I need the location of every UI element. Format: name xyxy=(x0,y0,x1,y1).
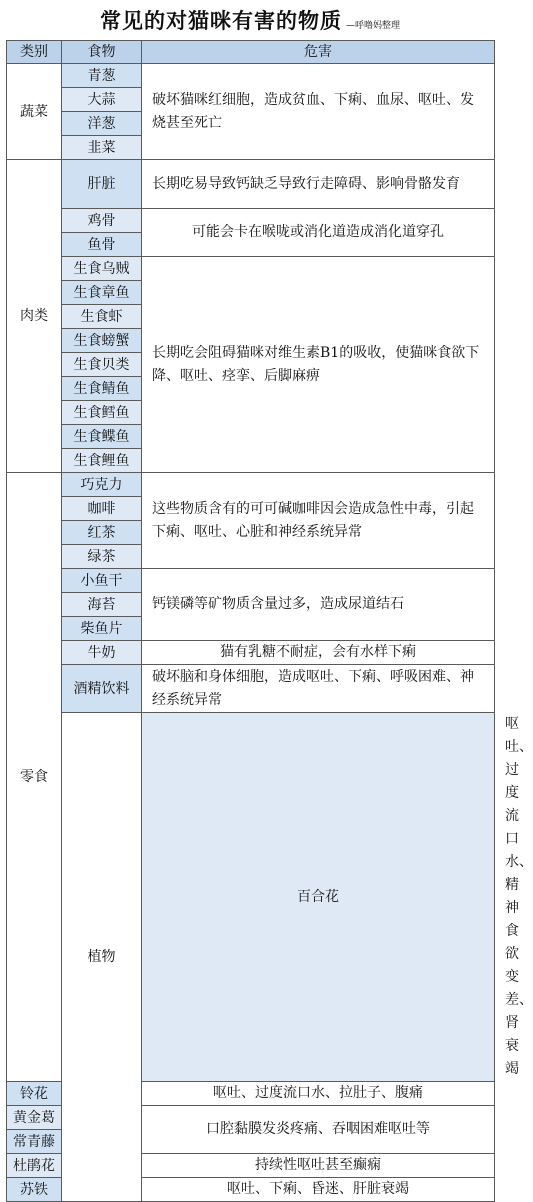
food-cell: 杜鹃花 xyxy=(7,1154,62,1178)
food-cell: 韭菜 xyxy=(62,136,142,160)
harm-cell: 持续性呕吐甚至癫痫 xyxy=(142,1154,495,1178)
food-cell: 洋葱 xyxy=(62,112,142,136)
food-cell: 生食螃蟹 xyxy=(62,329,142,353)
food-cell: 生食鳕鱼 xyxy=(62,401,142,425)
category-cell: 零食 xyxy=(7,473,62,1082)
food-cell: 苏铁 xyxy=(7,1178,62,1202)
food-cell: 生食章鱼 xyxy=(62,281,142,305)
food-cell: 生食鲭鱼 xyxy=(62,377,142,401)
credit-text: —呼噜妈整理 xyxy=(345,20,400,31)
food-cell: 生食鲽鱼 xyxy=(62,425,142,449)
header-harm: 危害 xyxy=(142,41,495,64)
food-cell: 红茶 xyxy=(62,521,142,545)
harm-cell: 钙镁磷等矿物质含量过多，造成尿道结石 xyxy=(142,569,495,641)
food-cell: 柴鱼片 xyxy=(62,617,142,641)
food-cell: 百合花 xyxy=(142,713,495,1082)
harm-cell: 可能会卡在喉咙或消化道造成消化道穿孔 xyxy=(142,209,495,257)
food-cell: 巧克力 xyxy=(62,473,142,497)
food-cell: 生食乌贼 xyxy=(62,257,142,281)
table-row xyxy=(7,473,495,497)
food-cell: 牛奶 xyxy=(62,641,142,665)
category-cell: 植物 xyxy=(62,713,142,1202)
food-cell: 大蒜 xyxy=(62,88,142,112)
category-cell: 肉类 xyxy=(7,160,62,473)
food-cell: 常青藤 xyxy=(7,1130,62,1154)
table-row xyxy=(7,569,495,593)
table-row xyxy=(7,641,495,665)
harm-cell: 呕吐、下痢、昏迷、肝脏衰竭 xyxy=(142,1178,495,1202)
page-title xyxy=(0,0,500,40)
food-cell: 生食贝类 xyxy=(62,353,142,377)
table-row xyxy=(7,665,495,713)
food-cell: 海苔 xyxy=(62,593,142,617)
header-category: 类别 xyxy=(7,41,62,64)
header-row xyxy=(7,41,495,64)
food-cell: 青葱 xyxy=(62,64,142,88)
food-cell: 黄金葛 xyxy=(7,1106,62,1130)
header-food: 食物 xyxy=(62,41,142,64)
harm-cell: 这些物质含有的可可碱咖啡因会造成急性中毒，引起下痢、呕吐、心脏和神经系统异常 xyxy=(142,473,495,569)
food-cell: 生食鲤鱼 xyxy=(62,449,142,473)
harm-cell: 长期吃易导致钙缺乏导致行走障碍、影响骨骼发育 xyxy=(142,160,495,209)
food-cell: 铃花 xyxy=(7,1082,62,1106)
title-text: 常见的对猫咪有害的物质 xyxy=(99,8,342,33)
food-cell: 鱼骨 xyxy=(62,233,142,257)
category-cell: 蔬菜 xyxy=(7,64,62,160)
food-cell: 咖啡 xyxy=(62,497,142,521)
food-cell: 生食虾 xyxy=(62,305,142,329)
food-cell: 小鱼干 xyxy=(62,569,142,593)
food-cell: 酒精饮料 xyxy=(62,665,142,713)
table-row xyxy=(7,209,495,233)
table-row: 植物 百合花 呕吐、过度流口水、精神食欲变差、肾衰竭 xyxy=(7,713,495,1082)
harm-cell: 呕吐、过度流口水、拉肚子、腹痛 xyxy=(142,1082,495,1106)
harm-cell: 长期吃会阻碍猫咪对维生素B1的吸收，使猫咪食欲下降、呕吐、痉挛、后脚麻痹 xyxy=(142,257,495,473)
harmful-substances-table xyxy=(6,40,533,1202)
table-row xyxy=(7,257,495,281)
harm-cell: 破坏脑和身体细胞，造成呕吐、下痢、呼吸困难、神经系统异常 xyxy=(142,665,495,713)
table-row xyxy=(7,64,495,88)
harm-cell: 猫有乳糖不耐症，会有水样下痢 xyxy=(142,641,495,665)
harm-cell: 破坏猫咪红细胞，造成贫血、下痢、血尿、呕吐、发烧甚至死亡 xyxy=(142,64,495,160)
harm-cell: 口腔黏膜发炎疼痛、吞咽困难呕吐等 xyxy=(142,1106,495,1154)
food-cell: 鸡骨 xyxy=(62,209,142,233)
table-row xyxy=(7,160,495,209)
food-cell: 绿茶 xyxy=(62,545,142,569)
food-cell: 肝脏 xyxy=(62,160,142,209)
